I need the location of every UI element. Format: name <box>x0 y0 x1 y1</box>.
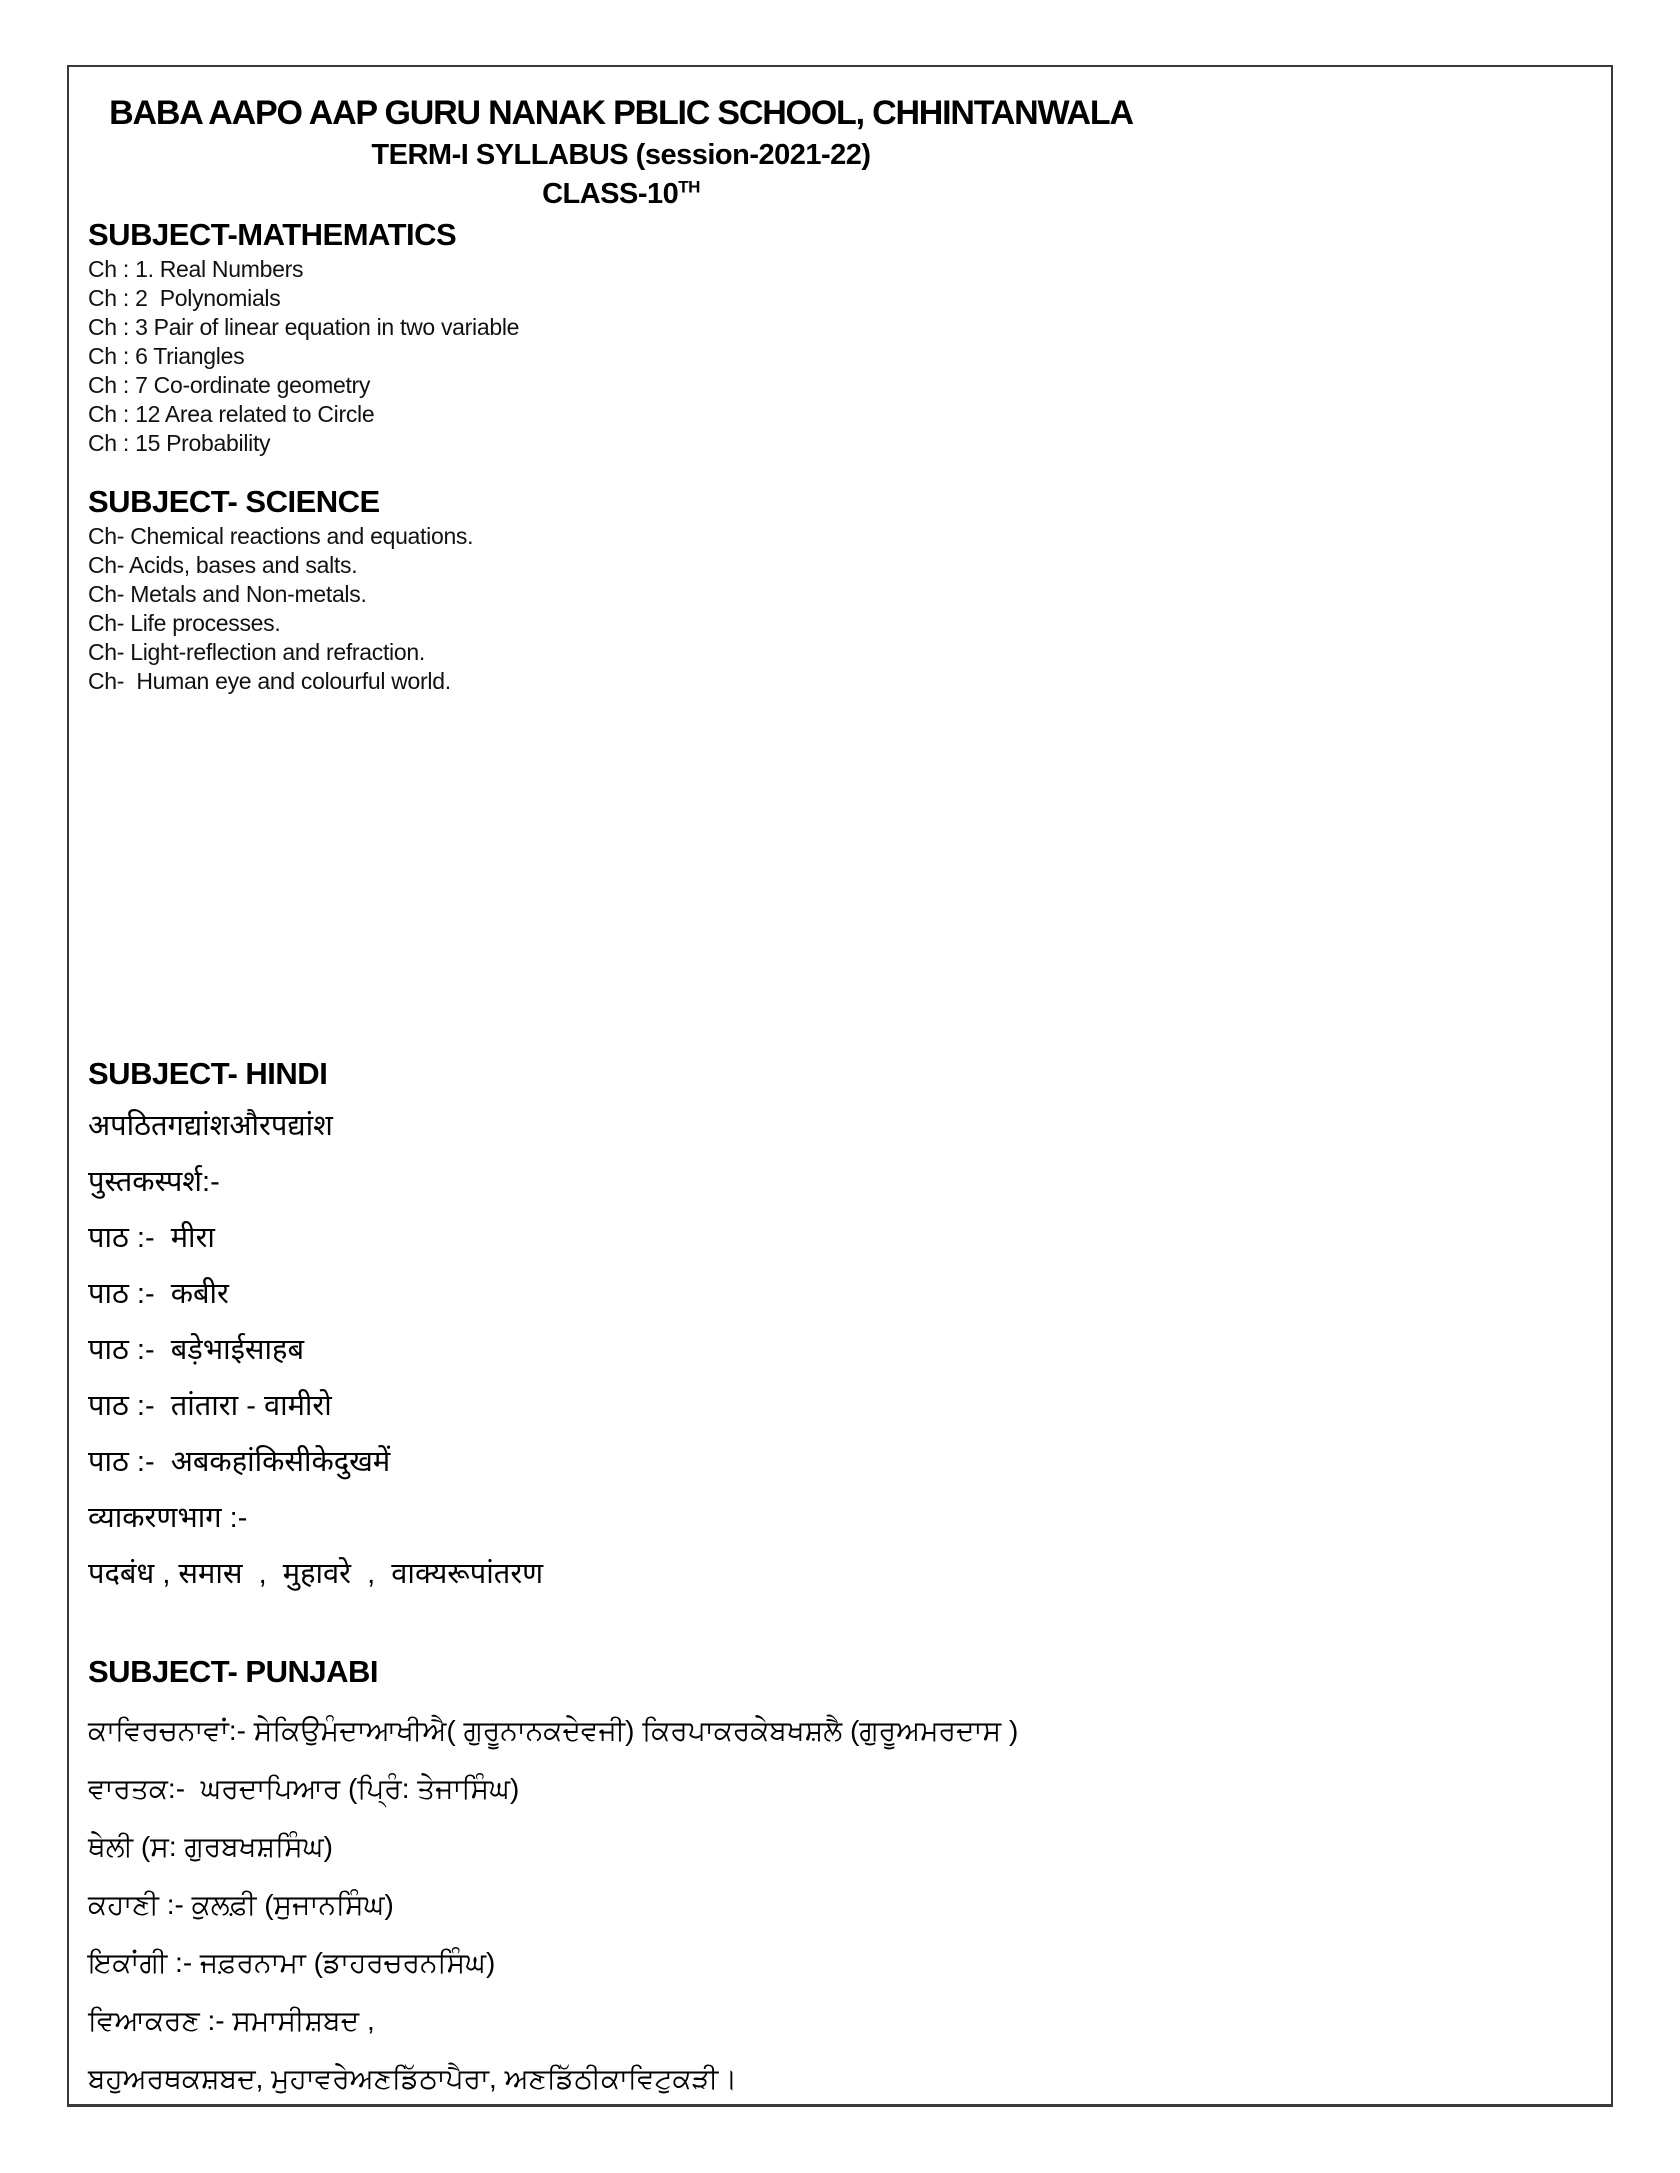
term-subtitle: TERM-I SYLLABUS (session-2021-22) <box>371 139 871 171</box>
chapter-line: पाठ :- तांतारा - वामीरो <box>88 1390 332 1422</box>
chapter-line: ਕਾਵਿਰਚਨਾਵਾਂ:- ਸੇਕਿਉਮੰਦਾਆਖੀਐ( ਗੁਰੂਨਾਨਕਦੇਵਜੀ) ਕਿਰਪਾਕਰਕੇਬਖਸ਼ਲੈ (ਗੁਰੂਅਮਰਦਾਸ ) <box>88 1715 1019 1746</box>
chapter-line: पाठ :- कबीर <box>88 1278 229 1310</box>
chapter-line: अपठितगद्यांशऔरपद्यांश <box>88 1110 333 1142</box>
class-label: CLASS-10 <box>542 178 679 210</box>
section-punjabi <box>88 1652 1154 2108</box>
chapter-line: पाठ :- अबकहांकिसीकेदुखमें <box>88 1446 391 1478</box>
chapter-line: Ch : 6 Triangles <box>88 343 245 369</box>
chapter-line: पाठ :- मीरा <box>88 1222 215 1254</box>
class-line <box>88 175 1154 213</box>
section-hindi <box>88 1054 1154 1602</box>
chapter-line: ਇਕਾਂਗੀ :- ਜਫ਼ਰਨਾਮਾ (ਡਾਹਰਚਰਨਸਿੰਘ) <box>88 1947 496 1978</box>
section-science <box>88 484 1154 696</box>
chapter-line: ਬਹੁਅਰਥਕਸ਼ਬਦ, ਮੁਹਾਵਰੇਅਣਡਿੱਠਾਪੈਰਾ, ਅਣਡਿੱਠੀਕਾਵਿਟੁਕੜੀ। <box>88 2063 738 2094</box>
section-heading-science: SUBJECT- SCIENCE <box>88 484 380 519</box>
chapter-line: Ch : 7 Co-ordinate geometry <box>88 372 371 398</box>
page-border <box>67 65 1613 2107</box>
chapter-line: Ch : 12 Area related to Circle <box>88 401 375 427</box>
document-header <box>88 91 1154 213</box>
chapter-line: Ch : 15 Probability <box>88 430 271 456</box>
section-heading-mathematics: SUBJECT-MATHEMATICS <box>88 217 457 252</box>
chapter-line: ਥੇਲੀ (ਸ: ਗੁਰਬਖਸ਼ਸਿੰਘ) <box>88 1831 333 1862</box>
school-title: BABA AAPO AAP GURU NANAK PBLIC SCHOOL, CHHINTANWALA <box>109 94 1133 132</box>
class-superscript: TH <box>678 177 700 197</box>
chapter-line: Ch : 1. Real Numbers <box>88 256 304 282</box>
chapter-line: ਵਾਰਤਕ:- ਘਰਦਾਪਿਆਰ (ਪ੍ਰਿੰ: ਤੇਜਾਸਿੰਘ) <box>88 1773 520 1804</box>
chapter-line: Ch- Life processes. <box>88 610 281 636</box>
syllabus-document <box>69 67 1154 2108</box>
chapter-line: Ch- Human eye and colourful world. <box>88 668 451 694</box>
chapter-line: Ch- Metals and Non-metals. <box>88 581 367 607</box>
hindi-chapter-list <box>88 1098 1154 1602</box>
chapter-line: पदबंध , समास , मुहावरे , वाक्यरूपांतरण <box>88 1558 544 1590</box>
chapter-line: पाठ :- बड़ेभाईसाहब <box>88 1334 305 1366</box>
mathematics-chapter-list <box>88 255 1154 458</box>
chapter-line: Ch- Chemical reactions and equations. <box>88 523 474 549</box>
science-chapter-list <box>88 522 1154 696</box>
section-heading-punjabi: SUBJECT- PUNJABI <box>88 1654 378 1689</box>
chapter-line: ਕਹਾਣੀ :- ਕੁਲਫ਼ੀ (ਸੁਜਾਨਸਿੰਘ) <box>88 1889 394 1920</box>
chapter-line: Ch- Light-reflection and refraction. <box>88 639 425 665</box>
section-mathematics <box>88 217 1154 458</box>
chapter-line: Ch- Acids, bases and salts. <box>88 552 358 578</box>
section-heading-hindi: SUBJECT- HINDI <box>88 1056 328 1091</box>
chapter-line: व्याकरणभाग :- <box>88 1502 248 1534</box>
chapter-line: Ch : 3 Pair of linear equation in two variable <box>88 314 520 340</box>
chapter-line: Ch : 2 Polynomials <box>88 285 281 311</box>
punjabi-chapter-list <box>88 1702 1154 2108</box>
chapter-line: पुस्तकस्पर्श:- <box>88 1166 220 1198</box>
chapter-line: ਵਿਆਕਰਣ :- ਸਮਾਸੀਸ਼ਬਦ , <box>88 2005 375 2036</box>
